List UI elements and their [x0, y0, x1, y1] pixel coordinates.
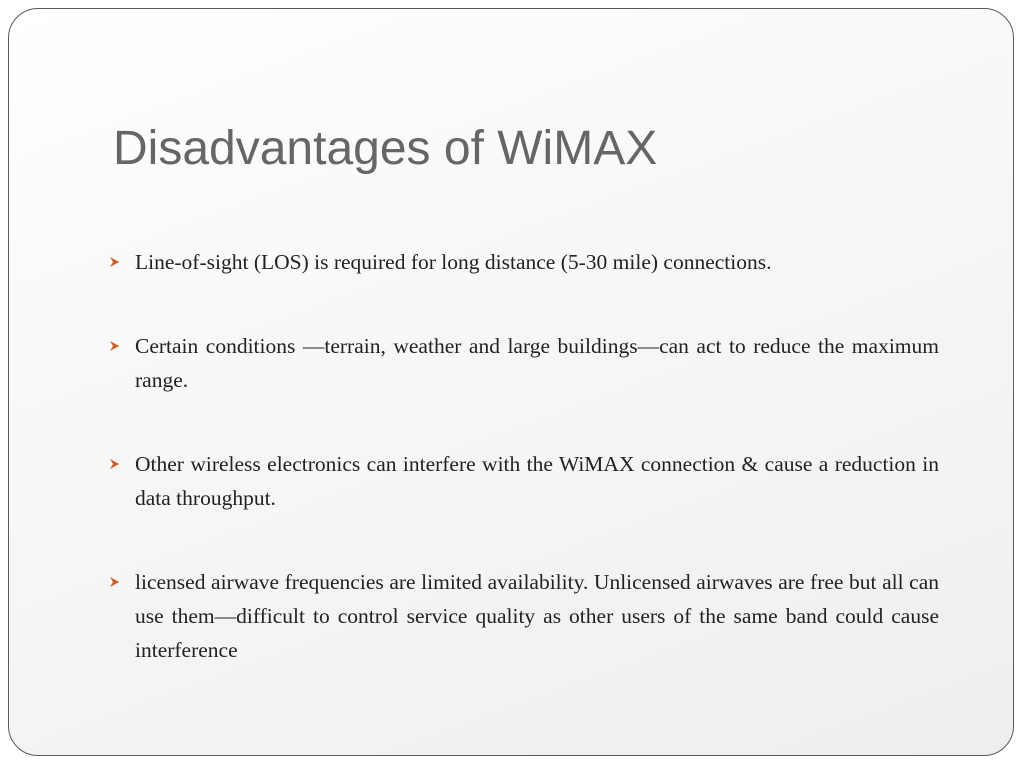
- bullet-text: licensed airwave frequencies are limited availability. Unlicensed airwaves are free but all can use them—difficult to control service quality as other users of the same band could cause interference: [135, 570, 939, 662]
- bullet-text: Line-of-sight (LOS) is required for long distance (5-30 mile) connections.: [135, 250, 772, 274]
- bullet-item: [107, 565, 939, 667]
- bullet-text: Other wireless electronics can interfere with the WiMAX connection & cause a reduction in data throughput.: [135, 452, 939, 510]
- slide-frame: [8, 8, 1014, 756]
- bullet-item: [107, 245, 939, 279]
- chevron-arrow-icon: [107, 565, 121, 599]
- slide-title: Disadvantages of WiMAX: [113, 122, 658, 175]
- bullet-list: [107, 245, 939, 667]
- chevron-arrow-icon: [107, 447, 121, 481]
- chevron-arrow-icon: [107, 329, 121, 363]
- chevron-arrow-icon: [107, 245, 121, 279]
- bullet-item: [107, 447, 939, 515]
- bullet-item: [107, 329, 939, 397]
- bullet-text: Certain conditions —terrain, weather and large buildings—can act to reduce the maximum range.: [135, 334, 939, 392]
